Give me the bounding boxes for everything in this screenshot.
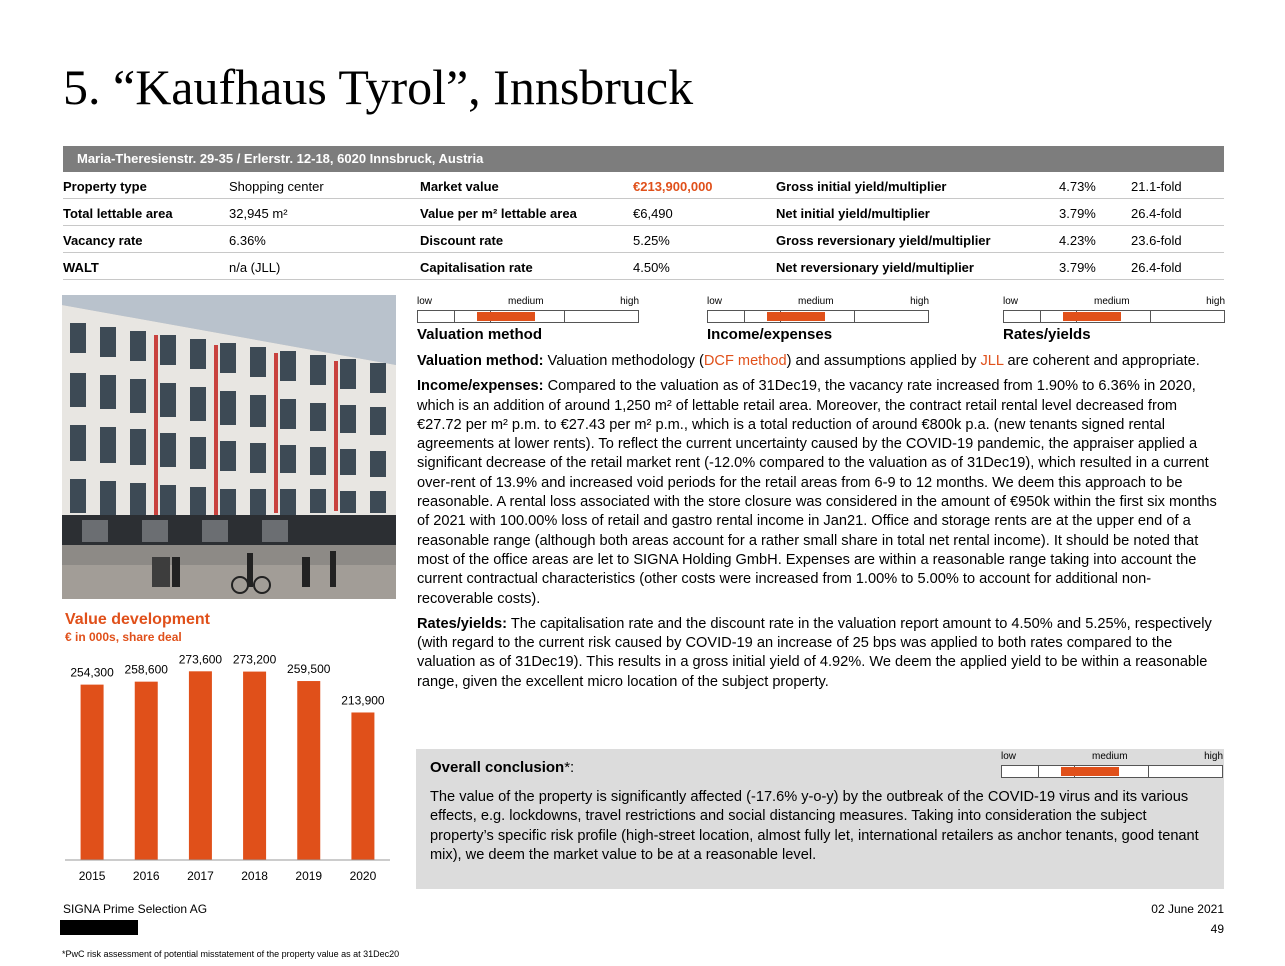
scale-bar <box>1001 765 1223 778</box>
key-fact-value: 3.79% <box>1059 206 1096 221</box>
scale-fill-indicator <box>477 312 534 321</box>
bar-2015 <box>81 685 104 860</box>
page-title: 5. “Kaufhaus Tyrol”, Innsbruck <box>63 59 694 115</box>
key-fact-value: 4.50% <box>633 260 670 275</box>
key-fact-label: Gross initial yield/multiplier <box>776 179 947 194</box>
bar-value-label: 254,300 <box>70 665 114 680</box>
scale-high-label: high <box>1204 751 1223 762</box>
key-fact-label: Capitalisation rate <box>420 260 533 275</box>
scale-low-label: low <box>1003 296 1019 307</box>
key-facts-row <box>63 172 1224 199</box>
scale-low-label: low <box>417 296 433 307</box>
key-fact-value: 21.1-fold <box>1131 179 1182 194</box>
rates-text: The capitalisation rate and the discount rate in the valuation report amount to 4.50% and 5.25%, respectively (with regard to the current risk caused by COVID-19 an increase of 25 bps was applied to both rates compared to the valuation as of 31Dec19). This results in a gross initial yield of 4.92%. We deem the applied yield to be within a reasonable range, given the excellent micro location of the subject property. <box>417 615 1212 690</box>
scale-low-label: low <box>1001 751 1017 762</box>
conclusion-title-text: Overall conclusion <box>430 759 565 776</box>
scale-high-label: high <box>620 296 639 307</box>
key-facts-row <box>63 253 1224 280</box>
value-development-title: Value development <box>65 611 210 628</box>
overall-conclusion-title <box>430 759 574 776</box>
key-fact-value: 26.4-fold <box>1131 206 1182 221</box>
scale-high-label: high <box>1206 296 1225 307</box>
scale-medium-label: medium <box>1092 751 1128 762</box>
scale-bar <box>707 310 929 323</box>
value-development-chart <box>60 645 396 890</box>
key-fact-label: Property type <box>63 179 147 194</box>
key-fact-label: Discount rate <box>420 233 504 248</box>
key-fact-label: Total lettable area <box>63 206 173 221</box>
building-photo <box>62 295 396 599</box>
valuation-text-2: ) and assumptions applied by <box>786 353 981 369</box>
scale-medium-label: medium <box>798 296 834 307</box>
scale-fill-indicator <box>1063 312 1120 321</box>
key-fact-label: Gross reversionary yield/multiplier <box>776 233 991 248</box>
bar-value-label: 273,200 <box>232 652 277 667</box>
bar-2020 <box>351 712 374 860</box>
key-fact-value: 4.73% <box>1059 179 1096 194</box>
bar-value-label: 258,600 <box>124 662 168 677</box>
valuation-heading: Valuation method: <box>417 353 544 369</box>
x-tick-label: 2019 <box>295 869 323 883</box>
valuation-paragraph <box>417 352 1225 371</box>
rates-paragraph <box>417 615 1225 692</box>
overall-conclusion-text: The value of the property is significantly affected (-17.6% y-o-y) by the outbreak of the COVID-19 virus and its various effects, e.g. lockdowns, travel restrictions and social distancing measures. Taking into consideration the subject property’s specific risk profile (high-street location, almost fully let, international retailers as anchor tenants, good tenant mix), we deem the market value to be at a reasonable level. <box>430 789 1199 863</box>
scale-name: Valuation method <box>417 326 543 343</box>
bar-2018 <box>243 672 266 860</box>
valuation-text-1: Valuation methodology ( <box>543 353 704 369</box>
key-facts-table <box>63 172 1224 280</box>
income-heading: Income/expenses: <box>417 378 544 395</box>
scale-low-label: low <box>707 296 723 307</box>
bar-value-label: 273,600 <box>178 652 223 667</box>
bar-2016 <box>135 682 158 860</box>
scale-bar <box>417 310 639 323</box>
x-tick-label: 2020 <box>349 869 377 883</box>
page-number: 49 <box>1210 922 1224 936</box>
key-fact-label: WALT <box>63 260 99 275</box>
scale-fill-indicator <box>1061 767 1118 776</box>
key-fact-value: 4.23% <box>1059 233 1096 248</box>
footnote: *PwC risk assessment of potential misstatement of the property value as at 31Dec20 <box>62 949 400 959</box>
key-fact-label: Value per m² lettable area <box>420 206 577 221</box>
x-tick-label: 2015 <box>78 869 106 883</box>
key-facts-row <box>63 226 1224 253</box>
value-development-subtitle: € in 000s, share deal <box>65 630 182 644</box>
key-fact-value: 6.36% <box>229 233 266 248</box>
key-fact-label: Market value <box>420 179 499 194</box>
x-tick-label: 2017 <box>187 869 214 883</box>
key-fact-label: Vacancy rate <box>63 233 143 248</box>
report-date: 02 June 2021 <box>1151 902 1224 916</box>
bar-2019 <box>297 681 320 860</box>
scale-name: Rates/yields <box>1003 326 1091 343</box>
valuation-text-3: are coherent and appropriate. <box>1003 353 1200 369</box>
key-fact-value: n/a (JLL) <box>229 260 281 275</box>
x-tick-label: 2016 <box>132 869 160 883</box>
scale-medium-label: medium <box>1094 296 1130 307</box>
scale-medium-label: medium <box>508 296 544 307</box>
key-fact-value: 23.6-fold <box>1131 233 1182 248</box>
overall-conclusion-panel <box>416 749 1224 889</box>
bar-2017 <box>189 671 212 860</box>
key-facts-row <box>63 199 1224 226</box>
scale-fill-indicator <box>767 312 824 321</box>
scale-bar <box>1003 310 1225 323</box>
key-fact-value: Shopping center <box>229 179 324 194</box>
key-fact-value: 5.25% <box>633 233 670 248</box>
key-fact-value: €6,490 <box>633 206 673 221</box>
assessment-text <box>417 352 1225 698</box>
dcf-method-highlight: DCF method <box>703 353 787 369</box>
company-name: SIGNA Prime Selection AG <box>63 902 208 916</box>
key-fact-value: €213,900,000 <box>633 179 713 194</box>
key-fact-label: Net reversionary yield/multiplier <box>776 260 974 275</box>
income-paragraph <box>417 377 1225 609</box>
bar-value-label: 213,900 <box>341 693 385 708</box>
jll-highlight: JLL <box>980 353 1004 369</box>
scale-high-label: high <box>910 296 929 307</box>
key-fact-value: 3.79% <box>1059 260 1096 275</box>
x-tick-label: 2018 <box>241 869 268 883</box>
key-fact-label: Net initial yield/multiplier <box>776 206 930 221</box>
key-fact-value: 32,945 m² <box>229 206 288 221</box>
income-text: Compared to the valuation as of 31Dec19, the vacancy rate increased from 1.90% to 6.36% in 2020, which is an addition of around 1,250 m² of lettable retail area. Moreover, the contract retail rental level decreased from €27.72 per m² p.m. to €27.43 per m² p.m., which is a total reduction of around €800k p.a. (new tenants signed rental agreements at lower rents). To reflect the current uncertainty caused by the COVID-19 pandemic, the appraiser applied a significant decrease of the retail market rent (-12.0% compared to the valuation as of 31Dec19), which resulted in a current over-rent of 13.9% and increased void periods for the retail areas from 6-9 to 12 months. We deem this approach to be reasonable. A rental loss associated with the store closure was considered in the amount of €950k within the first six months of 2021 with 100.00% loss of retail and gastro rental income in Jan21. Office and storage rents are at the upper end of a reasonable range (although both areas account for a rather small share in total net rental income). It should be noted that most of the office areas are let to SIGNA Holding GmbH. Expenses are within a reasonable range taking into account the current contractual characteristics (other costs were increased from 1.00% to 5.00% to account for additional non-recoverable costs). <box>417 378 1217 607</box>
rates-heading: Rates/yields: <box>417 615 508 632</box>
conclusion-title-suffix: *: <box>564 759 575 776</box>
redaction-box <box>60 920 138 935</box>
address-bar: Maria-Theresienstr. 29-35 / Erlerstr. 12-18, 6020 Innsbruck, Austria <box>63 146 1224 172</box>
scale-name: Income/expenses <box>707 326 833 343</box>
bar-value-label: 259,500 <box>287 662 331 677</box>
key-fact-value: 26.4-fold <box>1131 260 1182 275</box>
